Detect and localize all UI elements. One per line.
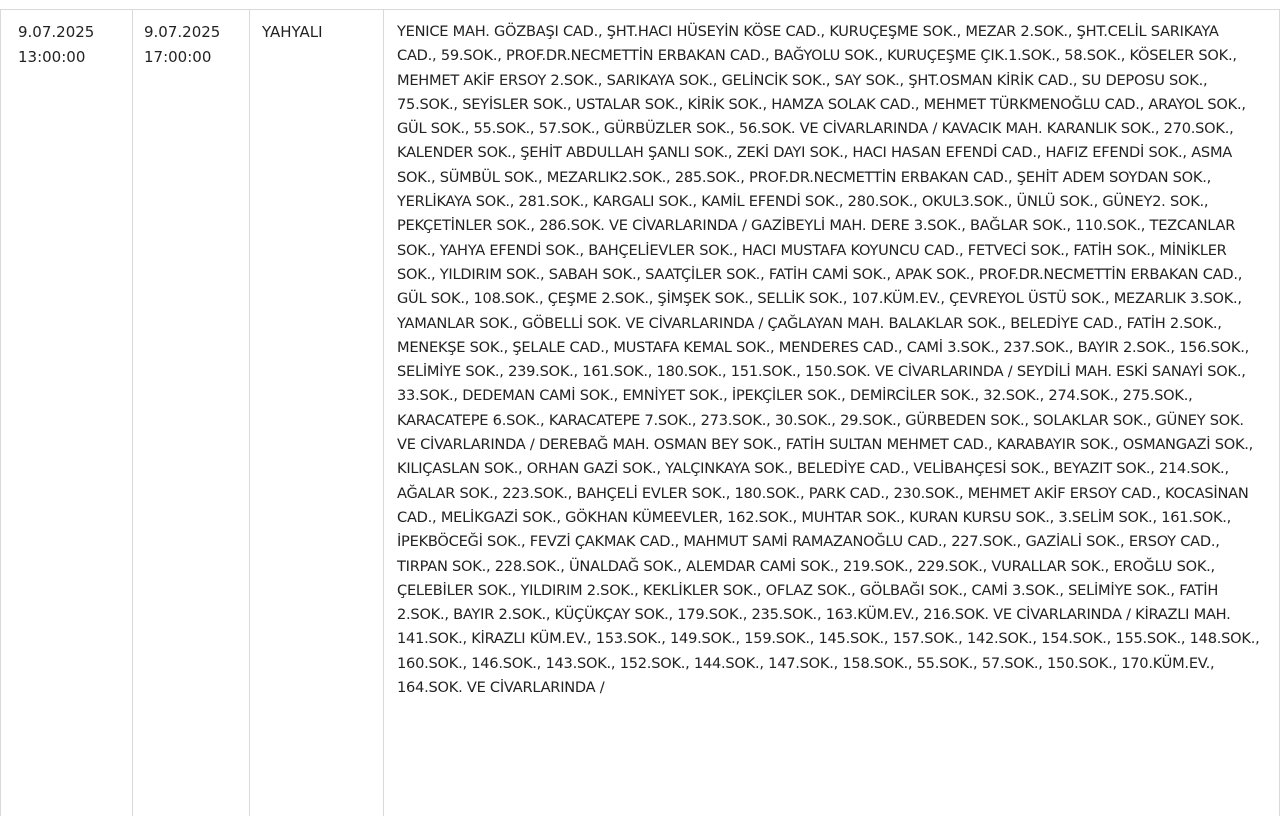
start-datetime-cell (0, 10, 132, 816)
end-datetime-cell (132, 10, 249, 816)
table-row (0, 10, 1280, 816)
end-date: 9.07.2025 (144, 23, 221, 41)
district-name: YAHYALI (262, 23, 323, 41)
start-time: 13:00:00 (18, 47, 86, 66)
end-time: 17:00:00 (144, 47, 212, 66)
affected-locations-cell (383, 10, 1280, 816)
table-top-border (0, 0, 1280, 10)
affected-locations-text: YENICE MAH. GÖZBAŞI CAD., ŞHT.HACI HÜSEYİN KÖSE CAD., KURUÇEŞME SOK., MEZAR 2.SOK., ŞHT.CELİL SARIKAYA CAD., 59.SOK., PROF.DR.NECMETTİN ERBAKAN CAD., BAĞYOLU SOK., KURUÇEŞME ÇIK.1.SOK., 58.SOK., KÖSELER SOK., MEHMET AKİF ERSOY 2.SOK., SARIKAYA SOK., GELİNCİK SOK., SAY SOK., ŞHT.OSMAN KİRİK CAD., SU DEPOSU SOK., 75.SOK., SEYİSLER SOK., USTALAR SOK., KİRİK SOK., HAMZA SOLAK CAD., MEHMET TÜRKMENOĞLU CAD., ARAYOL SOK., GÜL SOK., 55.SOK., 57.SOK., GÜRBÜZLER SOK., 56.SOK. VE CİVARLARINDA / KAVACIK MAH. KARANLIK SOK., 270.SOK., KALENDER SOK., ŞEHİT ABDULLAH ŞANLI SOK., ZEKİ DAYI SOK., HACI HASAN EFENDİ CAD., HAFIZ EFENDİ SOK., ASMA SOK., SÜMBÜL SOK., MEZARLIK2.SOK., 285.SOK., PROF.DR.NECMETTİN ERBAKAN CAD., ŞEHİT ADEM SOYDAN SOK., YERLİKAYA SOK., 281.SOK., KARGALI SOK., KAMİL EFENDİ SOK., 280.SOK., OKUL3.SOK., ÜNLÜ SOK., GÜNEY2. SOK., PEKÇETİNLER SOK., 286.SOK. VE CİVARLARINDA / GAZİBEYLİ MAH. DERE 3.SOK., BAĞLAR SOK., 110.SOK., TEZCANLAR SOK., YAHYA EFENDİ SOK., BAHÇELİEVLER SOK., HACI MUSTAFA KOYUNCU CAD., FETVECİ SOK., FATİH SOK., MİNİKLER SOK., YILDIRIM SOK., SABAH SOK., SAATÇİLER SOK., FATİH CAMİ SOK., APAK SOK., PROF.DR.NECMETTİN ERBAKAN CAD., GÜL SOK., 108.SOK., ÇEŞME 2.SOK., ŞİMŞEK SOK., SELLİK SOK., 107.KÜM.EV., ÇEVREYOL ÜSTÜ SOK., MEZARLIK 3.SOK., YAMANLAR SOK., GÖBELLİ SOK. VE CİVARLARINDA / ÇAĞLAYAN MAH. BALAKLAR SOK., BELEDİYE CAD., FATİH 2.SOK., MENEKŞE SOK., ŞELALE CAD., MUSTAFA KEMAL SOK., MENDERES CAD., CAMİ 3.SOK., 237.SOK., BAYIR 2.SOK., 156.SOK., SELİMİYE SOK., 239.SOK., 161.SOK., 180.SOK., 151.SOK., 150.SOK. VE CİVARLARINDA / SEYDİLİ MAH. ESKİ SANAYİ SOK., 33.SOK., DEDEMAN CAMİ SOK., EMNİYET SOK., İPEKÇİLER SOK., DEMİRCİLER SOK., 32.SOK., 274.SOK., 275.SOK., KARACATEPE 6.SOK., KARACATEPE 7.SOK., 273.SOK., 30.SOK., 29.SOK., GÜRBEDEN SOK., SOLAKLAR SOK., GÜNEY SOK. VE CİVARLARINDA / DEREBAĞ MAH. OSMAN BEY SOK., FATİH SULTAN MEHMET CAD., KARABAYIR SOK., OSMANGAZİ SOK., KILIÇASLAN SOK., ORHAN GAZİ SOK., YALÇINKAYA SOK., BELEDİYE CAD., VELİBAHÇESİ SOK., BEYAZIT SOK., 214.SOK., AĞALAR SOK., 223.SOK., BAHÇELİ EVLER SOK., 180.SOK., PARK CAD., 230.SOK., MEHMET AKİF ERSOY CAD., KOCASİNAN CAD., MELİKGAZİ SOK., GÖKHAN KÜMEEVLER, 162.SOK., MUHTAR SOK., KURAN KURSU SOK., 3.SELİM SOK., 161.SOK., İPEKBÖCEĞİ SOK., FEVZİ ÇAKMAK CAD., MAHMUT SAMİ RAMAZANOĞLU CAD., 227.SOK., GAZİALİ SOK., ERSOY CAD., TIRPAN SOK., 228.SOK., ÜNALDAĞ SOK., ALEMDAR CAMİ SOK., 219.SOK., 229.SOK., VURALLAR SOK., EROĞLU SOK., ÇELEBİLER SOK., YILDIRIM 2.SOK., KEKLİKLER SOK., OFLAZ SOK., GÖLBAĞI SOK., CAMİ 3.SOK., SELİMİYE SOK., FATİH 2.SOK., BAYIR 2.SOK., KÜÇÜKÇAY SOK., 179.SOK., 235.SOK., 163.KÜM.EV., 216.SOK. VE CİVARLARINDA / KİRAZLI MAH. 141.SOK., KİRAZLI KÜM.EV., 153.SOK., 149.SOK., 159.SOK., 145.SOK., 157.SOK., 142.SOK., 154.SOK., 155.SOK., 148.SOK., 160.SOK., 146.SOK., 143.SOK., 152.SOK., 144.SOK., 147.SOK., 158.SOK., 55.SOK., 57.SOK., 150.SOK., 170.KÜM.EV., 164.SOK. VE CİVARLARINDA / (397, 23, 1260, 697)
start-date: 9.07.2025 (18, 23, 95, 41)
district-cell (249, 10, 383, 816)
